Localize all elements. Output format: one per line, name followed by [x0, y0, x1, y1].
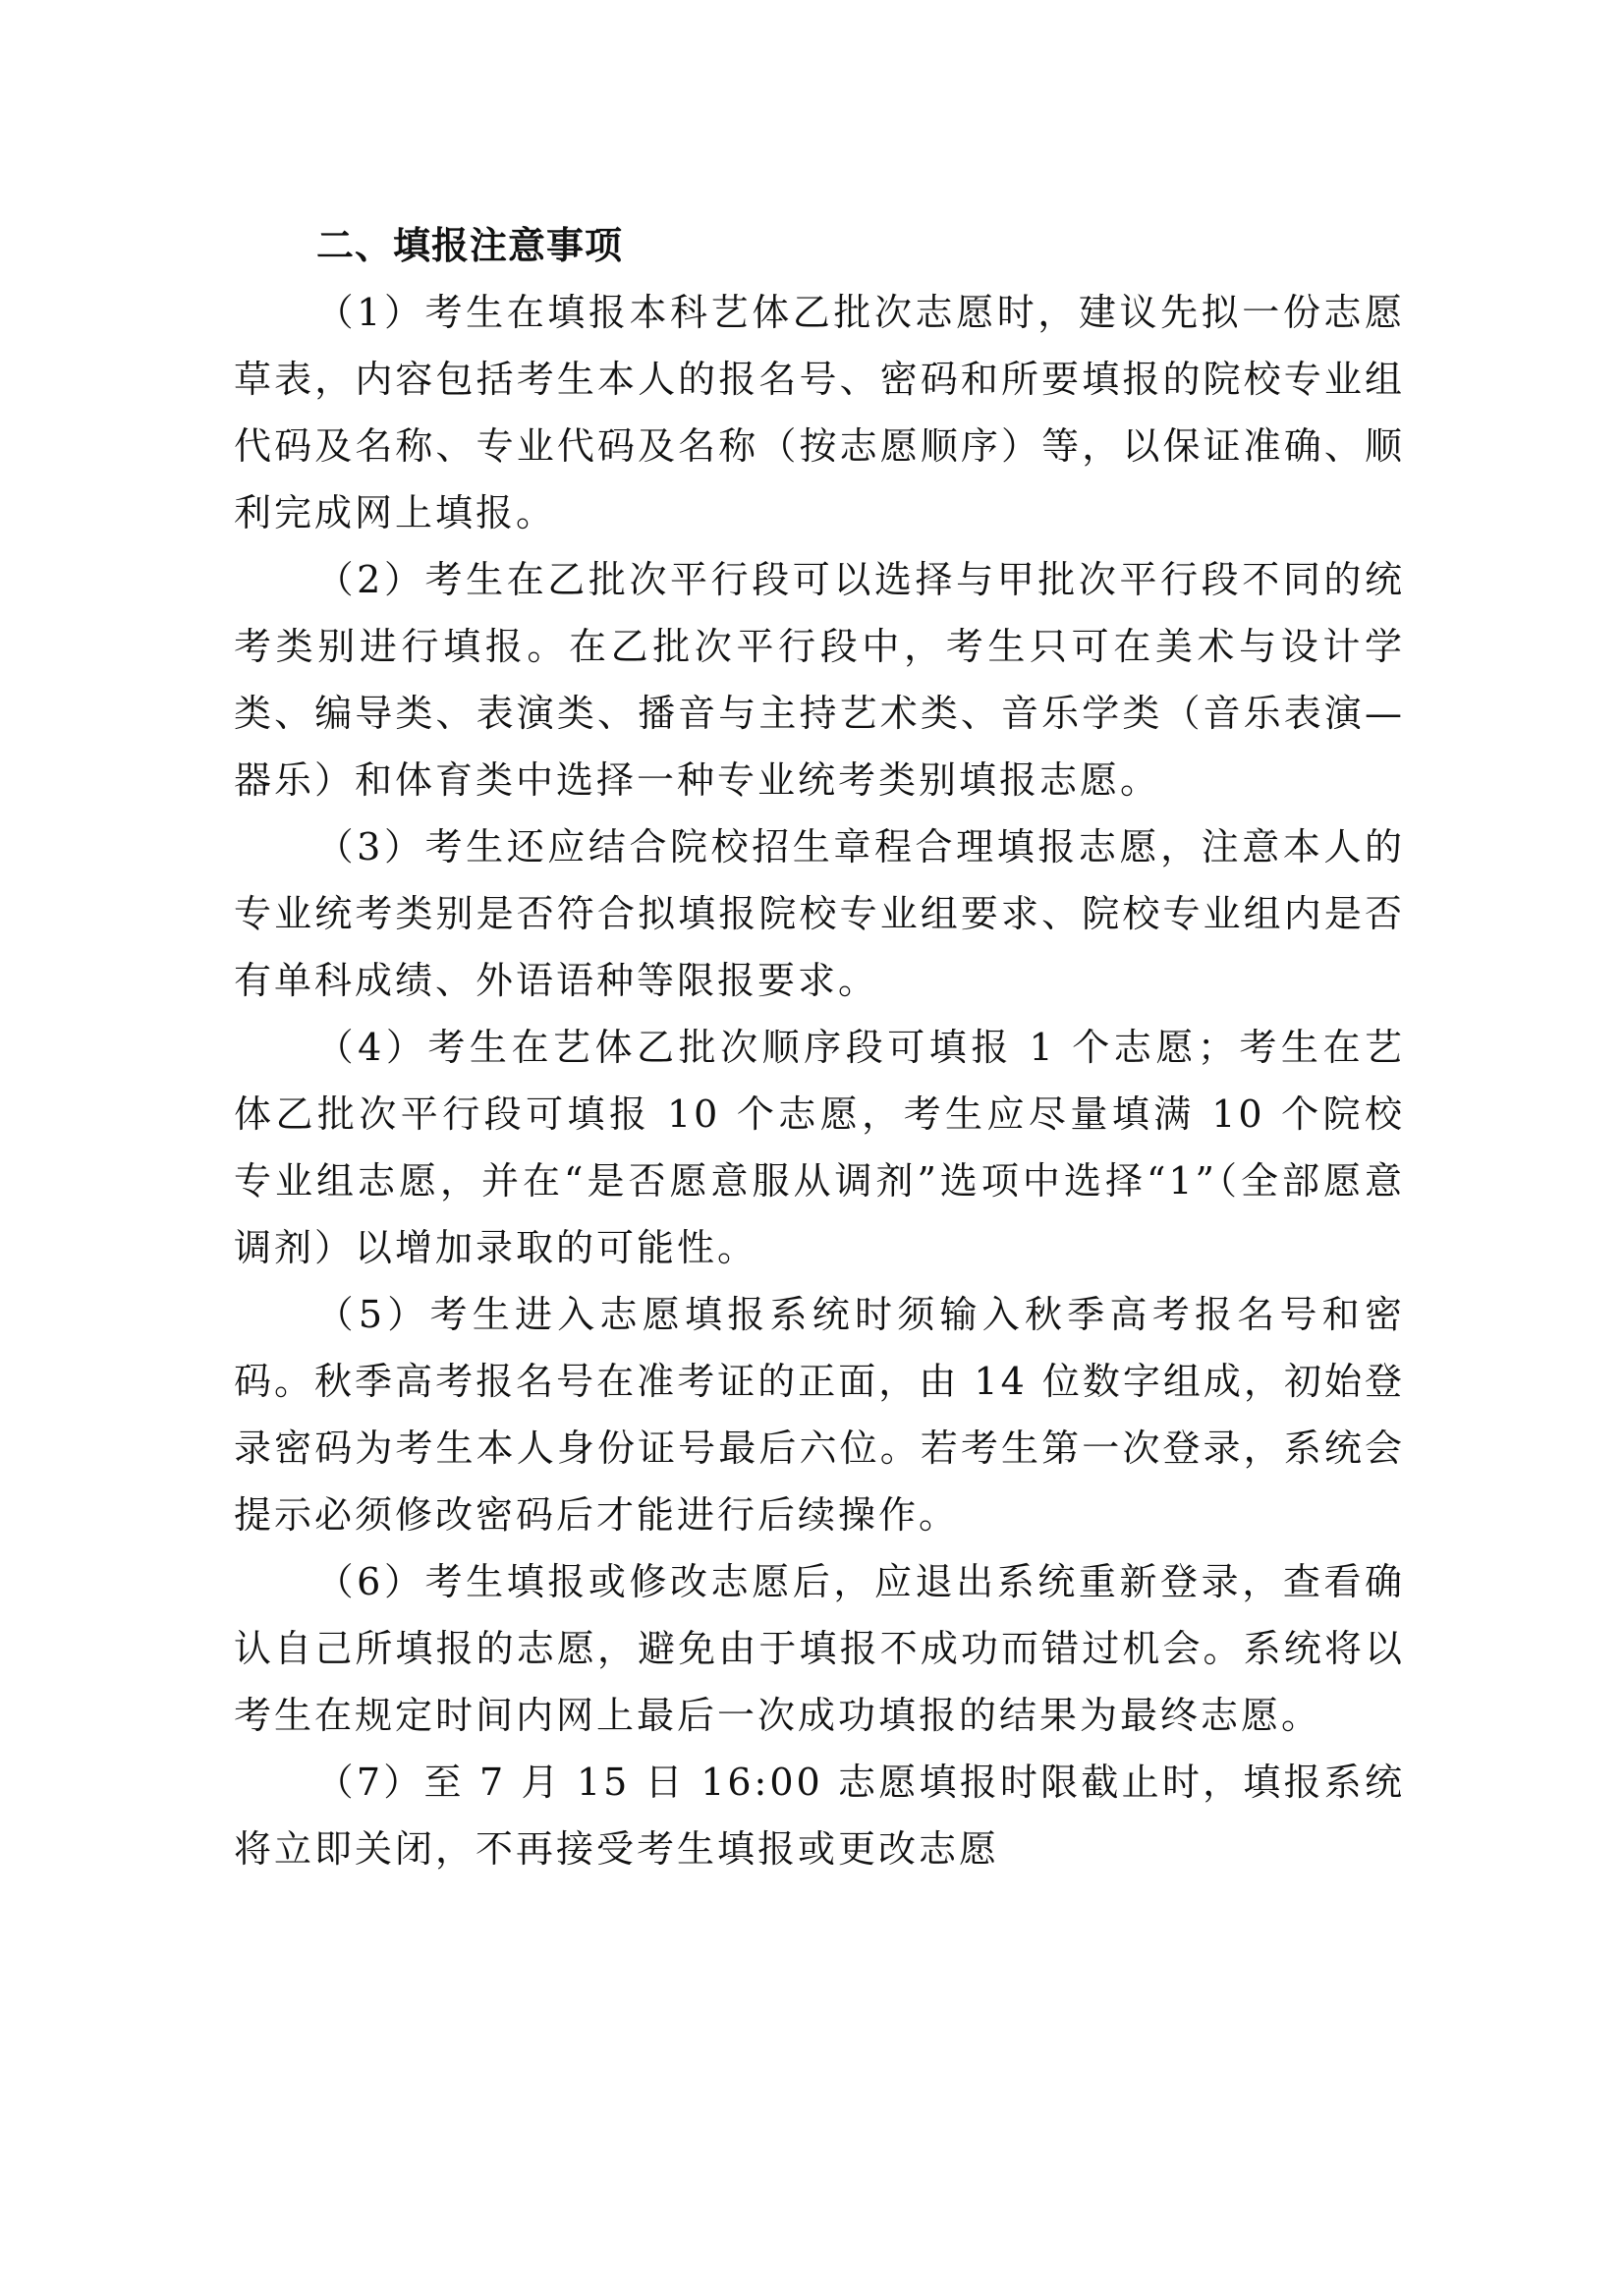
- paragraph-2: （2）考生在乙批次平行段可以选择与甲批次平行段不同的统考类别进行填报。在乙批次平行段中，考生只可在美术与设计学类、编导类、表演类、播音与主持艺术类、音乐学类（音乐表演— 器乐）和体育类中选择一种专业统考类别填报志愿。: [234, 558, 1405, 802]
- paragraph-1: （1）考生在填报本科艺体乙批次志愿时，建议先拟一份志愿草表，内容包括考生本人的报名号、密码和所要填报的院校专业组代码及名称、专业代码及名称（按志愿顺序）等，以保证准确、顺利完成网上填报。: [234, 291, 1405, 534]
- paragraph-7: （7）至 7 月 15 日 16:00 志愿填报时限截止时，填报系统将立即关闭，不再接受考生填报或更改志愿: [234, 1761, 1405, 1871]
- paragraph-5: （5）考生进入志愿填报系统时须输入秋季高考报名号和密码。秋季高考报名号在准考证的正面，由 14 位数字组成，初始登录密码为考生本人身份证号最后六位。若考生第一次登录，系统会提示必须修改密码后才能进行后续操作。: [234, 1293, 1405, 1537]
- paragraph-6: （6）考生填报或修改志愿后，应退出系统重新登录，查看确认自己所填报的志愿，避免由于填报不成功而错过机会。系统将以考生在规定时间内网上最后一次成功填报的结果为最终志愿。: [234, 1560, 1405, 1737]
- section-heading: 二、填报注意事项: [316, 224, 624, 267]
- paragraph-4: （4）考生在艺体乙批次顺序段可填报 1 个志愿；考生在艺体乙批次平行段可填报 10 个志愿，考生应尽量填满 10 个院校专业组志愿，并在“是否愿意服从调剂”选项中选择“1”（全部愿意调剂）以增加录取的可能性。: [234, 1026, 1405, 1269]
- document-page: [234, 212, 1405, 1882]
- paragraph-3: （3）考生还应结合院校招生章程合理填报志愿，注意本人的专业统考类别是否符合拟填报院校专业组要求、院校专业组内是否有单科成绩、外语语种等限报要求。: [234, 825, 1405, 1002]
